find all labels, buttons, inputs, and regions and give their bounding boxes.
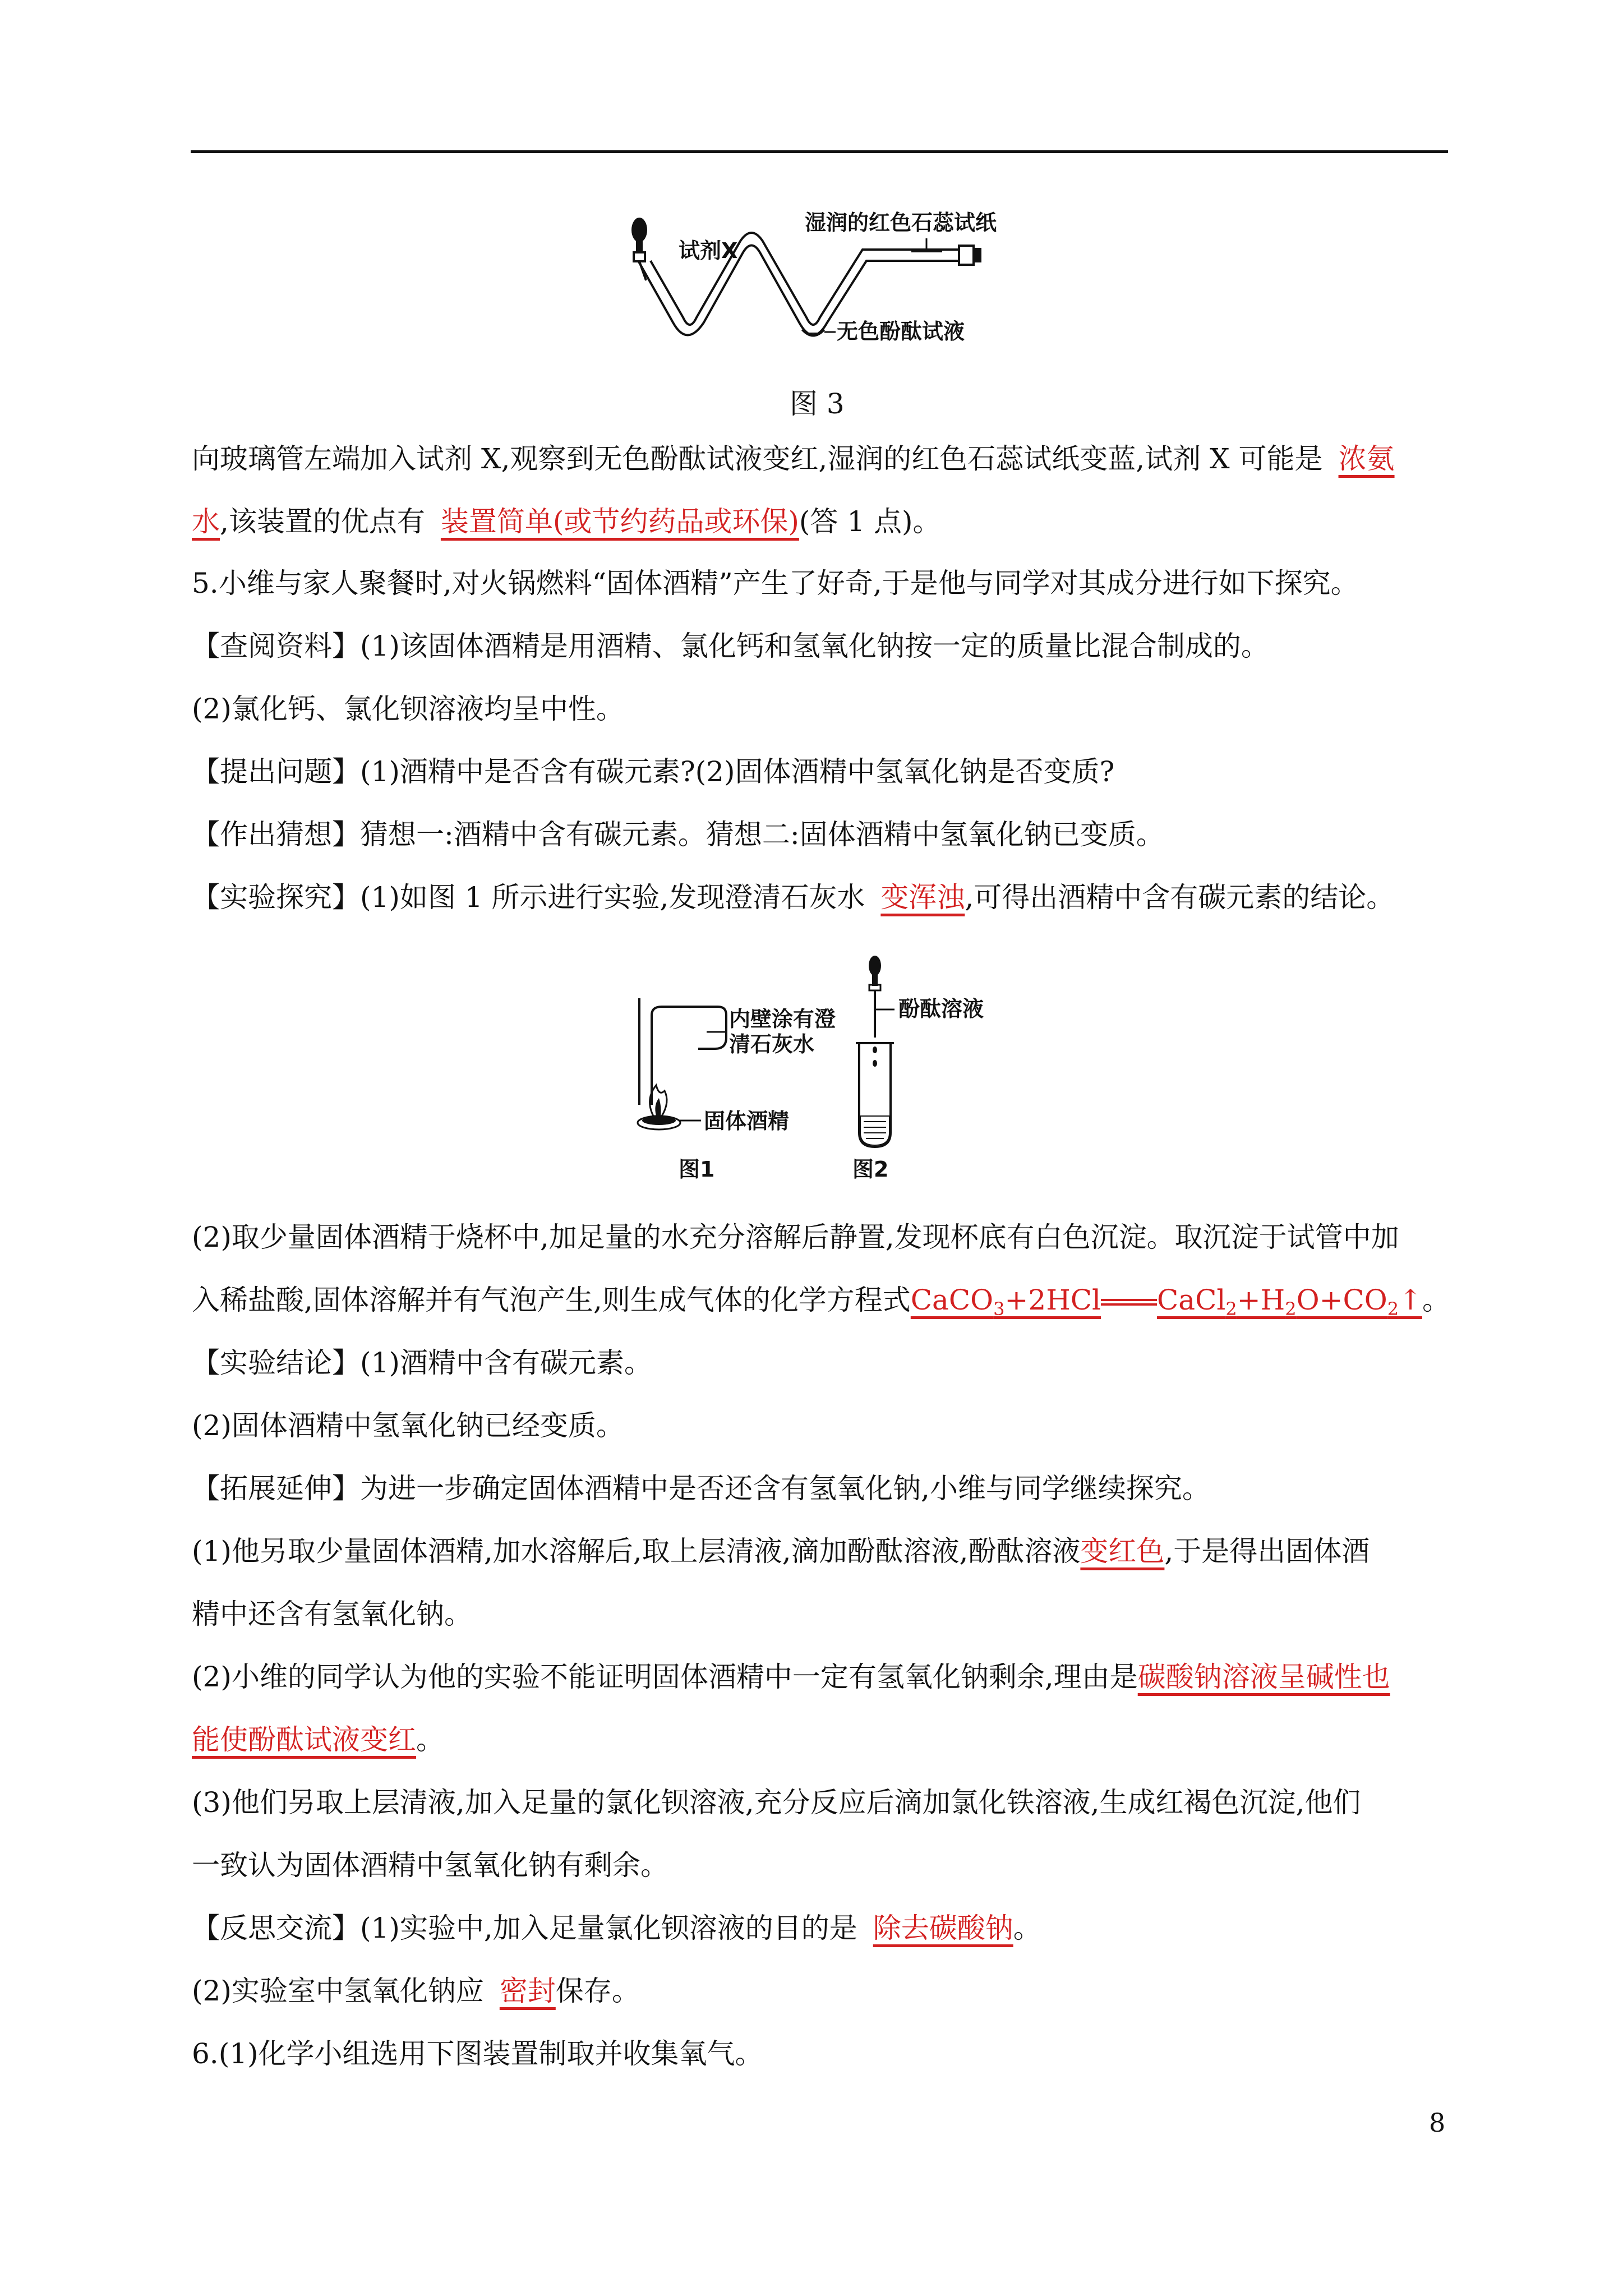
header-rule — [191, 150, 1448, 153]
answer-reason-part1: 碳酸钠溶液呈碱性也 — [1137, 1661, 1390, 1693]
q5-intro: 5.小维与家人聚餐时,对火锅燃料“固体酒精”产生了好奇,于是他与同学对其成分进行如下探究。 — [192, 567, 1359, 600]
answer-purpose: 除去碳酸钠 — [873, 1912, 1013, 1944]
q5-hypothesis: 【作出猜想】猜想一:酒精中含有碳元素。猜想二:固体酒精中氢氧化钠已变质。 — [192, 818, 1164, 851]
q4-line-1: 向玻璃管左端加入试剂 X,观察到无色酚酞试液变红,湿润的红色石蕊试纸变蓝,试剂 X 可能是 浓氨 — [192, 442, 1395, 475]
figure-3-caption: 图 3 — [790, 388, 845, 420]
q5-extension-2-line-2: 能使酚酞试液变红。 — [192, 1723, 444, 1756]
q5-extension-1-line-1: (1)他另取少量固体酒精,加水溶解后,取上层清液,滴加酚酞溶液,酚酞溶液变红色,于是得出固体酒 — [192, 1535, 1370, 1567]
q5-reference-2: (2)氯化钙、氯化钡溶液均呈中性。 — [192, 693, 624, 725]
q5-conclusion-2: (2)固体酒精中氢氧化钠已经变质。 — [192, 1409, 624, 1442]
label-phenol-solution: 酚酞溶液 — [898, 997, 984, 1021]
q5-reference-1: 【查阅资料】(1)该固体酒精是用酒精、氯化钙和氢氧化钠按一定的质量比混合制成的。 — [192, 630, 1269, 662]
q5-reflection-1: 【反思交流】(1)实验中,加入足量氯化钡溶液的目的是 除去碳酸钠。 — [192, 1912, 1041, 1944]
label-phenolphthalein: 无色酚酞试液 — [837, 319, 965, 344]
label-reagent-x: 试剂X — [679, 238, 738, 263]
q5-extension-3-line-1: (3)他们另取上层清液,加入足量的氯化钡溶液,充分反应后滴加氯化铁溶液,生成红褐色沉淀,他们 — [192, 1786, 1361, 1819]
answer-limewater: 变浑浊 — [880, 881, 965, 914]
answer-reason-part2: 能使酚酞试液变红 — [192, 1723, 416, 1756]
q5-conclusion-1: 【实验结论】(1)酒精中含有碳元素。 — [192, 1347, 652, 1379]
q5-extension-1-line-2: 精中还含有氢氧化钠。 — [192, 1598, 472, 1630]
q5-experiment-2-line-2: 入稀盐酸,固体溶解并有气泡产生,则生成气体的化学方程式CaCO$_3$+2HCl $CaCl_2+H_2O+CO_2↑$。 — [192, 1284, 1450, 1320]
figure-1-2-apparatus — [628, 953, 1021, 1189]
q5-experiment-2-line-1: (2)取少量固体酒精于烧杯中,加足量的水充分溶解后静置,发现杯底有白色沉淀。取沉淀于试管中加 — [192, 1221, 1399, 1253]
q5-reflection-2: (2)实验室中氢氧化钠应 密封保存。 — [192, 1975, 640, 2007]
answer-advantage: 装置简单(或节约药品或环保) — [440, 505, 799, 538]
answer-chemical-equation: CaCO$_3$+2HCl $CaCl_2+H_2O+CO_2↑$ — [910, 1284, 1422, 1320]
page-number: 8 — [1429, 2108, 1446, 2138]
q6-line-1: 6.(1)化学小组选用下图装置制取并收集氧气。 — [192, 2037, 763, 2070]
q5-experiment-1: 【实验探究】(1)如图 1 所示进行实验,发现澄清石灰水 变浑浊,可得出酒精中含有碳元素的结论。 — [192, 881, 1395, 914]
label-wall-coated-2: 清石灰水 — [729, 1032, 815, 1057]
answer-reagent-part1: 浓氨 — [1338, 442, 1395, 475]
q5-extension: 【拓展延伸】为进一步确定固体酒精中是否还含有氢氧化钠,小维与同学继续探究。 — [192, 1472, 1210, 1505]
q5-question: 【提出问题】(1)酒精中是否含有碳元素?(2)固体酒精中氢氧化钠是否变质? — [192, 755, 1115, 788]
answer-turns-red: 变红色 — [1080, 1535, 1165, 1567]
label-wall-coated-1: 内壁涂有澄 — [729, 1007, 836, 1031]
figure-1-caption: 图1 — [679, 1157, 715, 1182]
label-solid-alcohol: 固体酒精 — [704, 1109, 790, 1133]
answer-storage: 密封 — [499, 1975, 556, 2007]
equals-sign-icon — [1101, 1296, 1157, 1308]
q4-line-2: 水,该装置的优点有 装置简单(或节约药品或环保)(答 1 点)。 — [192, 505, 941, 538]
gas-arrow-icon: ↑ — [1399, 1284, 1422, 1316]
figure-2-caption: 图2 — [852, 1157, 889, 1182]
answer-reagent-part2: 水 — [192, 505, 220, 538]
q5-extension-2-line-1: (2)小维的同学认为他的实验不能证明固体酒精中一定有氢氧化钠剩余,理由是碳酸钠溶液呈碱性也 — [192, 1661, 1390, 1693]
figure-2-test-tube — [856, 956, 895, 1147]
figure-3-apparatus — [611, 208, 1015, 353]
label-litmus-paper: 湿润的红色石蕊试纸 — [805, 210, 997, 235]
q5-extension-3-line-2: 一致认为固体酒精中氢氧化钠有剩余。 — [192, 1849, 668, 1882]
